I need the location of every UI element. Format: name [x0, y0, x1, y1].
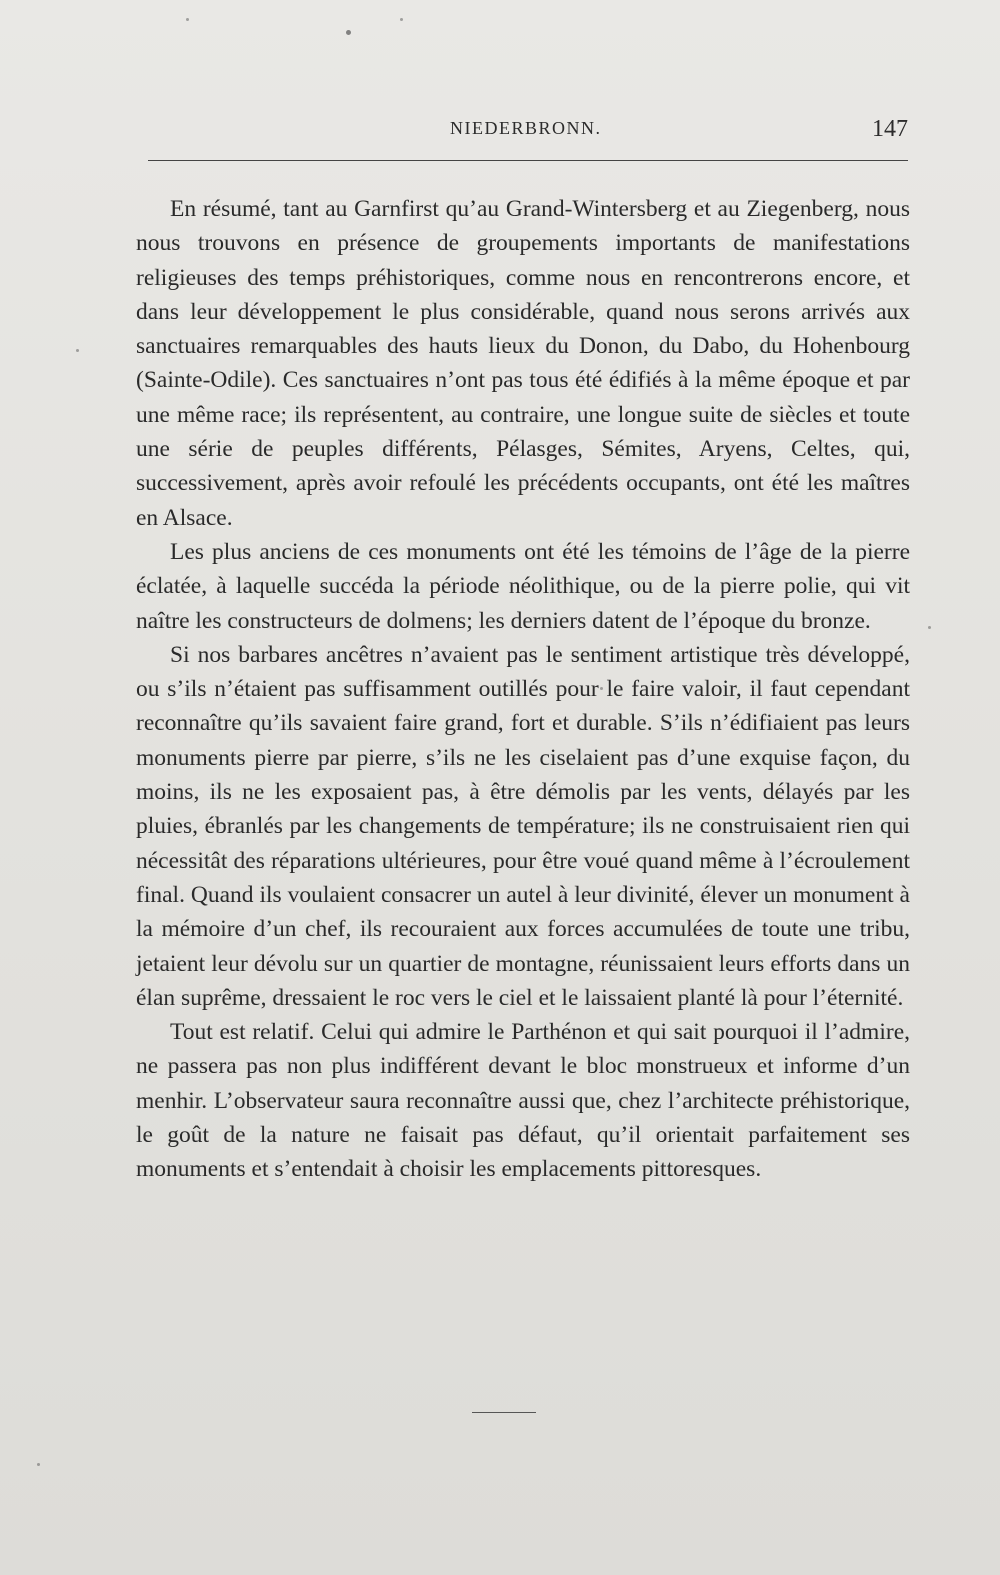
ink-speck [346, 30, 351, 35]
ink-speck [400, 18, 403, 21]
paragraph: En résumé, tant au Garnfirst qu’au Grand-Wintersberg et au Ziegenberg, nous nous trouvons en présence de groupements importants de manifestations religieuses des temps préhistoriques, comme nous en rencontrerons encore, et dans leur développement le plus considérable, quand nous serons arrivés aux sanctuaires remarquables des hauts lieux du Donon, du Dabo, du Hohenbourg (Sainte-Odile). Ces sanctuaires n’ont pas tous été édifiés à la même époque et par une même race; ils représentent, au contraire, une longue suite de siècles et toute une série de peuples différents, Pélasges, Sémites, Aryens, Celtes, qui, successivement, après avoir refoulé les précédents occupants, ont été les maîtres en Alsace. [136, 196, 910, 531]
page-number: 147 [872, 116, 908, 142]
paragraph: Si nos barbares ancêtres n’avaient pas le sentiment artistique très développé, ou s’ils n’étaient pas suffisamment outillés pour le faire valoir, il faut cependant reconnaître qu’ils savaient faire grand, fort et durable. S’ils n’édifiaient pas leurs monuments pierre par pierre, s’ils ne les ciselaient pas d’une exquise façon, du moins, ils ne les exposaient pas, à être démolis par les vents, délayés par les pluies, ébranlés par les changements de température; ils ne construisaient rien qui nécessitât des réparations ultérieures, pour être voué quand même à l’écroulement final. Quand ils voulaient consacrer un autel à leur divinité, élever un monument à la mémoire d’un chef, ils recouraient aux forces accumulées de toute une tribu, jetaient leur dévolu sur un quartier de montagne, réunissaient leurs efforts dans un élan suprême, dressaient le roc vers le ciel et le laissaient planté là pour l’éternité. [136, 641, 910, 1011]
header-rule [148, 160, 908, 161]
paragraph: Les plus anciens de ces monuments ont été les témoins de l’âge de la pierre éclatée, à laquelle succéda la période néolithique, ou de la pierre polie, qui vit naître les constructeurs de dolmens; les derniers datent de l’époque du bronze. [136, 538, 910, 634]
body-text [136, 192, 910, 1187]
page-header [140, 116, 910, 156]
ink-speck [186, 18, 189, 21]
paragraph: Tout est relatif. Celui qui admire le Parthénon et qui sait pourquoi il l’admire, ne passera pas non plus indifférent devant le bloc monstrueux et informe d’un menhir. L’observateur saura reconnaître aussi que, chez l’architecte préhistorique, le goût de la nature ne faisait pas défaut, qu’il orientait parfaitement ses monuments et s’entendait à choisir les emplacements pittoresques. [136, 1019, 910, 1183]
ink-speck [928, 626, 931, 629]
ink-speck [76, 349, 79, 352]
ink-speck [37, 1463, 40, 1466]
running-head: NIEDERBRONN. [450, 118, 602, 138]
section-end-rule [472, 1412, 536, 1413]
